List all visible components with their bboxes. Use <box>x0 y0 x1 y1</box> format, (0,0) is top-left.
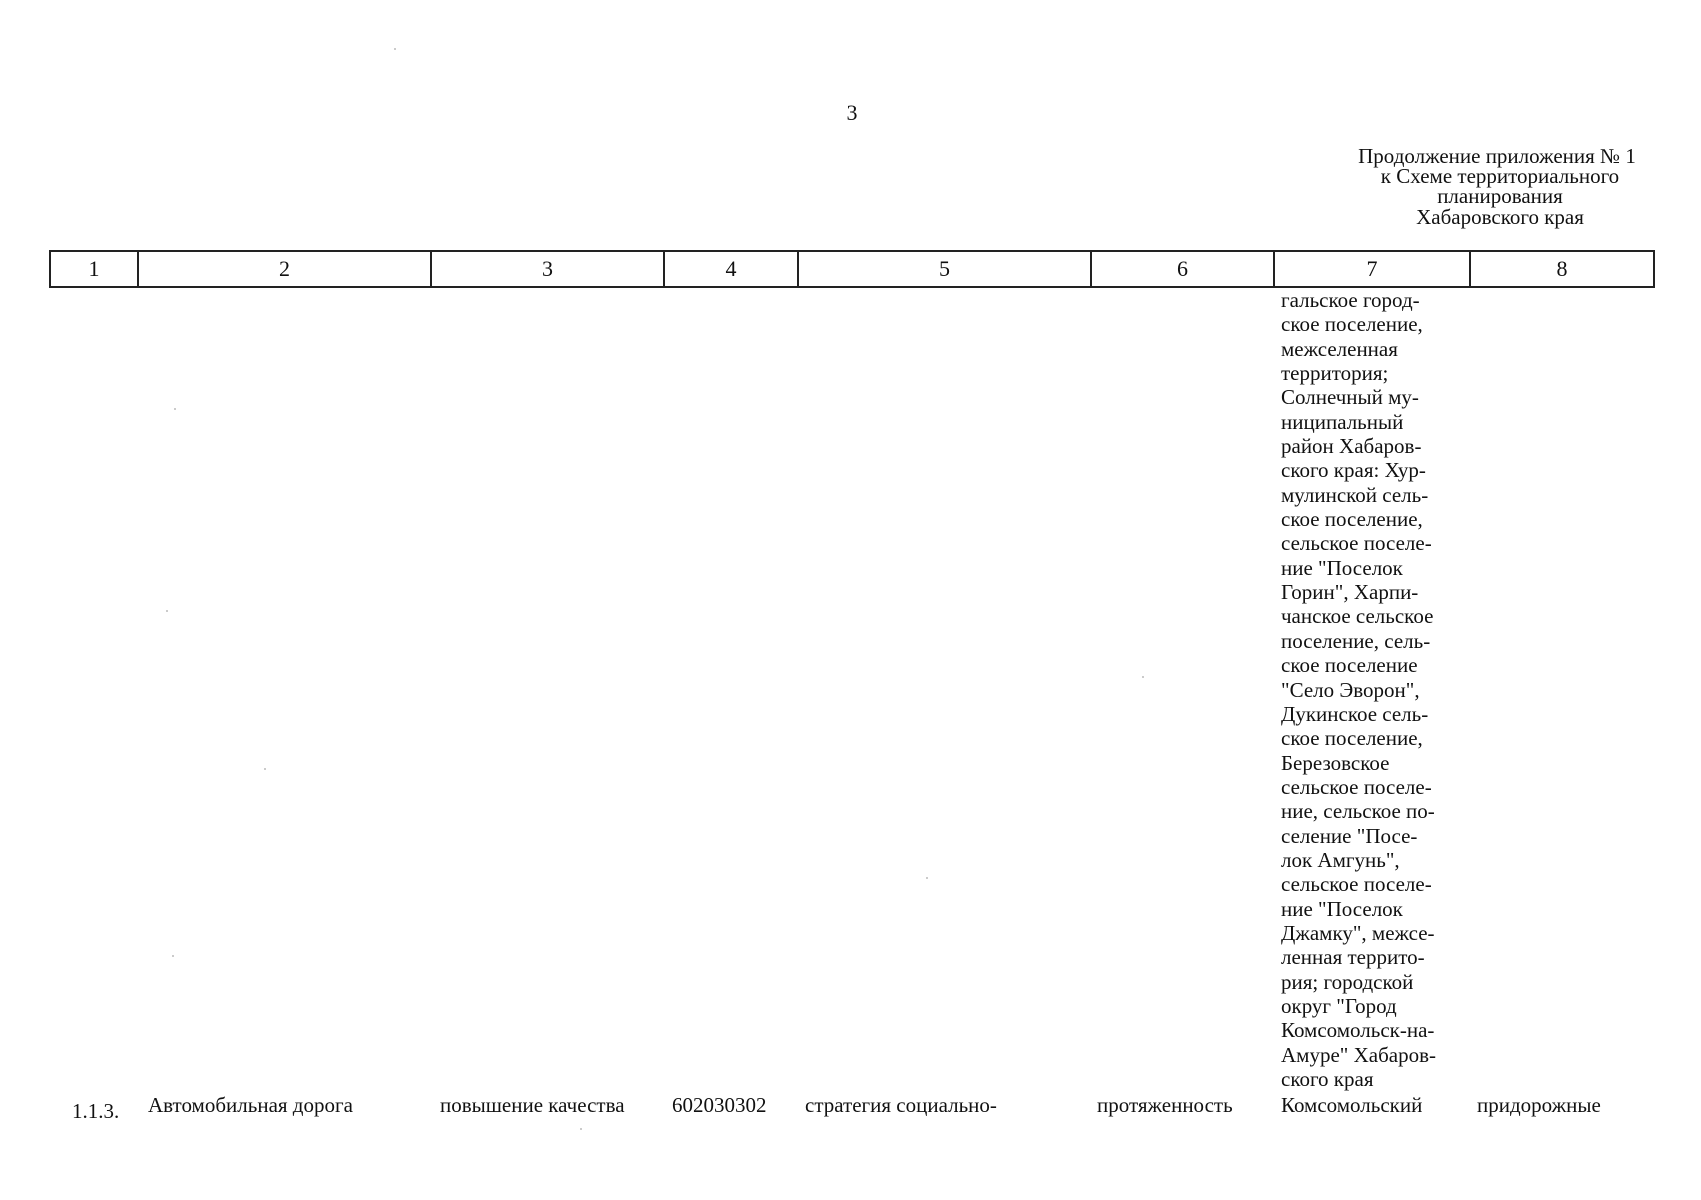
appendix-line-1: Продолжение приложения № 1 <box>1358 144 1636 168</box>
row-number: 1.1.3. <box>72 1099 120 1123</box>
scan-speck <box>580 1128 582 1130</box>
column-number-4: 4 <box>664 251 798 287</box>
scan-speck <box>264 768 266 770</box>
scan-speck <box>394 48 396 50</box>
column-number-1: 1 <box>50 251 138 287</box>
column-number-8: 8 <box>1470 251 1654 287</box>
scan-speck <box>174 408 176 410</box>
scan-speck <box>1142 676 1144 678</box>
row-purpose: повышение качества <box>440 1093 625 1117</box>
row-basis: стратегия социально- <box>805 1093 997 1117</box>
continued-column-7-text: гальское город- ское поселение, межселенная территория; Солнечный му- ниципальный район Хабаров- ского края: Хур- мулинской сель- ское поселение, сельское поселе- ние "Поселок Горин", Харпи- чанское сельское поселение, сель- ское поселение "Село Эворон", Дукинское сель- ское поселение, Березовское сельское поселе- ние, сельское по- селение "Посе- лок Амгунь", сельское поселе- ние "Поселок Джамку", межсе- ленная террито- рия; городской округ "Город Комсомольск-на- Амуре" Хабаров- ского края <box>1281 288 1436 1091</box>
scan-speck <box>926 877 928 879</box>
column-number-3: 3 <box>431 251 664 287</box>
row-object-name: Автомобильная дорога <box>148 1093 353 1117</box>
row-zones: придорожные <box>1477 1093 1601 1117</box>
column-number-6: 6 <box>1091 251 1274 287</box>
column-number-5: 5 <box>798 251 1091 287</box>
scan-speck <box>172 955 174 957</box>
appendix-reference <box>1300 146 1670 228</box>
scan-speck <box>166 610 168 612</box>
table-header-row <box>50 251 1654 287</box>
row-code: 602030302 <box>672 1093 767 1117</box>
column-number-2: 2 <box>138 251 431 287</box>
table-column-numbers <box>49 250 1655 288</box>
row-characteristics: протяженность <box>1097 1093 1233 1117</box>
appendix-line-3: планирования <box>1437 184 1563 208</box>
appendix-line-2: к Схеме территориального <box>1380 164 1620 188</box>
page-number: 3 <box>846 100 858 125</box>
row-location: Комсомольский <box>1281 1093 1423 1117</box>
column-number-7: 7 <box>1274 251 1470 287</box>
appendix-line-4: Хабаровского края <box>1416 205 1584 229</box>
